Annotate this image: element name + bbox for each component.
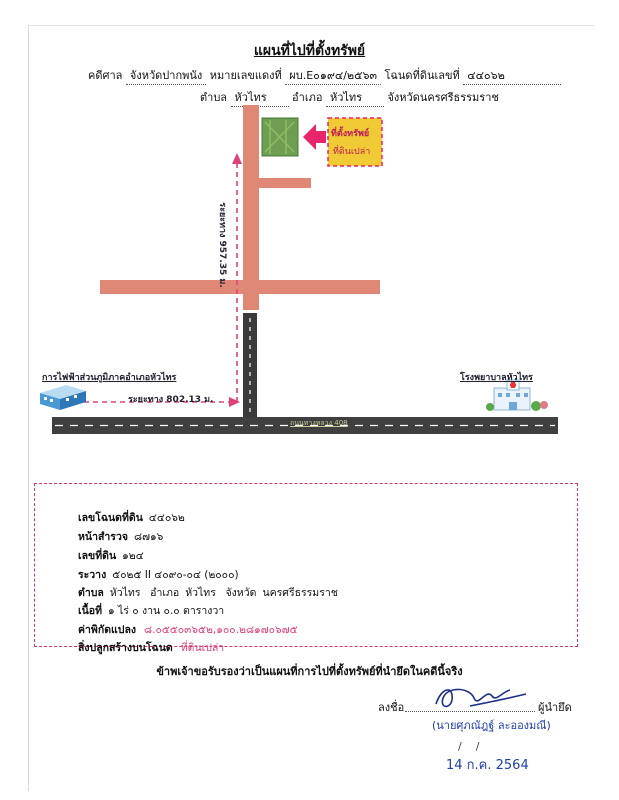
info-building-value: ที่ดินเปล่า [180,642,225,654]
info-area-value: ๑ ไร่ ๐ งาน ๐.๐ ตารางวา [108,605,225,617]
cross-road [100,280,380,294]
info-amphoe-label: อำเภอ [150,587,180,599]
info-survey-label: หน้าสำรวจ [78,531,128,543]
info-deed-value: ๔๔๐๖๒ [148,512,185,524]
info-zone-label: ระวาง [78,569,107,581]
info-survey-value: ๘๗๑๖ [134,531,164,543]
branch-road [259,178,311,188]
case-prefix: คดีศาล [88,69,123,82]
info-deed [78,509,185,526]
deed-label: โฉนดที่ดินเลขที่ [384,69,460,82]
amphoe-label: อำเภอ [292,91,323,104]
route-map [0,100,619,445]
sign-date: 14 ก.ค. 2564 [446,758,529,773]
province-label: จังหวัดนครศรีธรรมราช [387,91,499,104]
signer-name: (นายศุภณัฎฐ์ ละอองมณี) [432,719,551,732]
info-area [78,602,224,619]
info-province-label: จังหวัด [225,587,257,599]
distance-vertical: ระยะทาง 957.35 ม. [216,202,227,288]
info-coord-value: ๘.๐๕๕๐๓๖๕๒,๑๐๐.๒๘๑๗๐๖๗๕ [144,624,298,636]
sign-role: ผู้นำยึด [538,701,572,714]
signature-mark [430,682,540,714]
distance-horizontal: ระยะทาง 802.13 ม. [128,395,214,405]
property-label-2: ที่ดินเปล่า [333,147,371,157]
info-land-no-label: เลขที่ดิน [78,550,117,562]
case-line [88,66,561,85]
hospital-icon [486,380,548,411]
hospital-label: โรงพยาบาลหัวไทร [460,373,533,383]
date-slashes: / / [458,740,480,753]
info-zone [78,566,239,583]
deed-value: ๔๔๐๖๒ [463,66,561,85]
info-tambon-label: ตำบล [78,587,104,599]
info-building-label: สิ่งปลูกสร้างบนโฉนด [78,642,173,654]
route-arrow-up-icon [232,153,242,164]
info-building [78,639,224,656]
info-province-value: นครศรีธรรมราช [262,587,338,599]
info-coord [78,621,298,638]
case-no-label: หมายเลขแดงที่ [209,69,282,82]
highway-label: ถนนทางหลวง 408 [290,419,348,427]
case-no-value: ผบ.E๐๑๙๔/๒๕๖๓ [285,66,381,85]
info-coord-label: ค่าพิกัดแปลง [78,624,137,636]
court-value: จังหวัดปากพนัง [126,66,206,85]
route-arrow-right-icon [229,397,240,407]
info-location [78,584,338,601]
vertical-road [243,105,259,310]
sign-label: ลงชื่อ [378,701,405,714]
info-tambon-value: หัวไทร [109,587,141,599]
info-land-no-value: ๑๒๔ [122,550,144,562]
certify-text: ข้าพเจ้าขอรับรองว่าเป็นแผนที่การไปที่ตั้งทรัพย์ที่นำยึดในคดีนี้จริง [156,665,463,678]
info-survey [78,528,163,545]
property-label-1: ที่ตั้งทรัพย์ [331,129,370,139]
property-arrow-icon [303,124,326,150]
info-deed-label: เลขโฉนดที่ดิน [78,512,143,524]
info-zone-value: ๕๐๒๕ II ๔๐๙๐-๐๔ (๒๐๐๐) [112,569,239,581]
pea-building-icon [40,385,86,410]
tambon-value: หัวไทร [231,88,289,107]
info-land-no [78,547,144,564]
info-area-label: เนื้อที่ [78,605,102,617]
sign-line [405,711,535,712]
amphoe-value: หัวไทร [326,88,384,107]
info-amphoe-value: หัวไทร [185,587,216,599]
tambon-label: ตำบล [200,91,228,104]
page-title: แผนที่ไปที่ตั้งทรัพย์ [253,43,366,59]
pea-label: การไฟฟ้าส่วนภูมิภาคอำเภอหัวไทร [42,373,177,383]
